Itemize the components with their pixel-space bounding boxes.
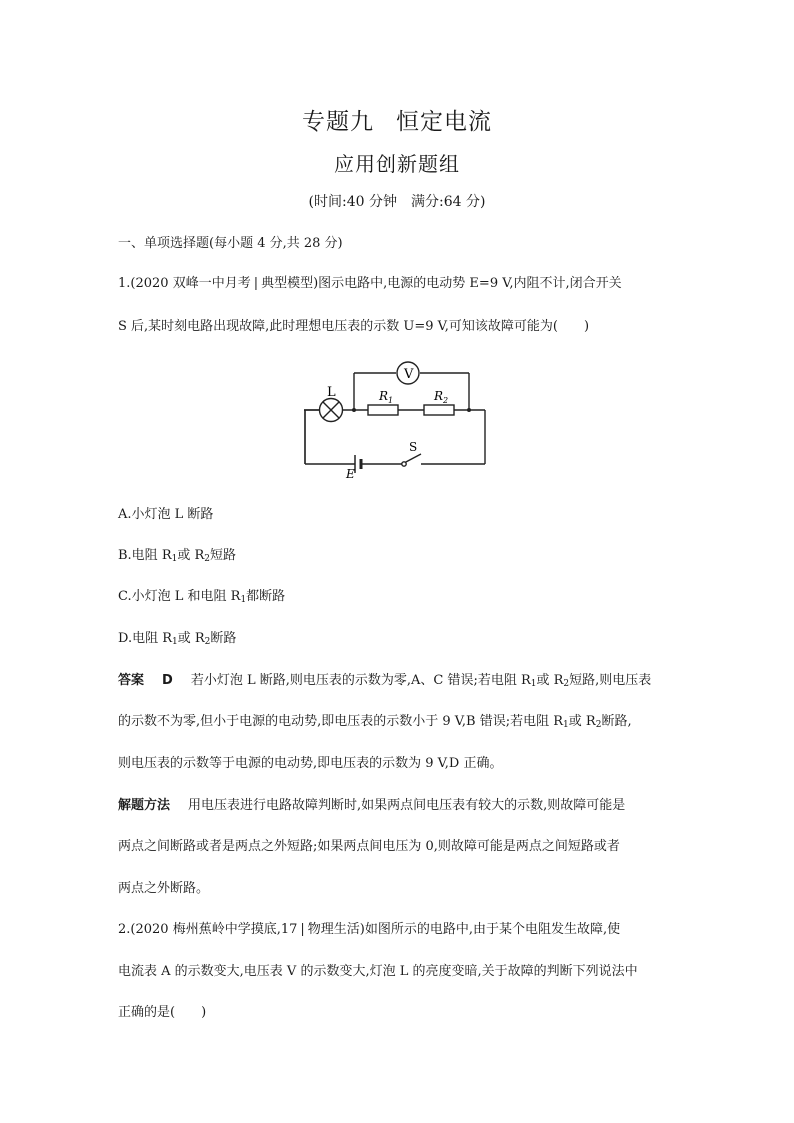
time-info	[0, 191, 794, 211]
r1-subscript: 1	[388, 396, 394, 405]
subscript: 1	[240, 595, 247, 605]
subscript: 2	[204, 637, 211, 647]
q1-source: 1.(2020 双峰一中月考	[118, 276, 251, 291]
option-d-text: 断路	[210, 631, 237, 646]
option-c-text: 都断路	[246, 589, 286, 604]
q1-answer-line2	[118, 712, 678, 732]
switch-label: S	[409, 440, 418, 454]
answer-label: 答案	[118, 673, 145, 688]
full-score: 满分:64 分)	[411, 194, 486, 210]
voltmeter-label: V	[404, 367, 414, 382]
r2-label	[433, 389, 448, 405]
junction-left	[352, 408, 356, 412]
q1-option-d	[118, 629, 678, 649]
r2-letter: R	[434, 389, 444, 403]
junction-right	[467, 408, 471, 412]
method-label: 解题方法	[118, 798, 171, 813]
option-b-text: 或 R	[177, 548, 205, 563]
q2-stem-text: 物理生活)如图所示的电路中,由于某个电阻发生故障,使	[307, 922, 621, 937]
answer-text: 若小灯泡 L 断路,则电压表的示数为零,A、C 错误;若电阻 R	[190, 673, 531, 688]
subscript: 1	[171, 554, 178, 564]
answer-text: 或 R	[568, 714, 596, 729]
page-subtitle: 应用创新题组	[334, 152, 460, 176]
circuit-diagram	[300, 358, 500, 483]
r1-letter: R	[379, 389, 389, 403]
answer-text: 短路,则电压表	[569, 673, 652, 688]
method-text: 用电压表进行电路故障判断时,如果两点间电压表有较大的示数,则故障可能是	[188, 798, 626, 813]
subscript: 2	[204, 554, 210, 564]
answer-choice: D	[162, 673, 173, 688]
subscript: 1	[172, 637, 178, 647]
lamp-label: L	[327, 385, 336, 400]
q2-source: 2.(2020 梅州蕉岭中学摸底,17	[118, 922, 298, 937]
r2-subscript: 2	[443, 396, 449, 405]
subscript: 2	[563, 679, 570, 689]
method-line3: 两点之外断路。	[118, 881, 210, 896]
answer-text: 的示数不为零,但小于电源的电动势,即电压表的示数小于 9 V,B 错误;若电阻 R	[118, 714, 564, 729]
section-heading: 一、单项选择题(每小题 4 分,共 28 分)	[118, 236, 343, 251]
method-line2: 两点之间断路或者是两点之外短路;如果两点间电压为 0,则故障可能是两点之间短路或者	[118, 839, 620, 854]
q2-stem-line3: 正确的是( )	[118, 1005, 207, 1020]
subscript: 2	[595, 720, 602, 730]
q1-option-b	[118, 546, 678, 566]
option-b-text: B.电阻 R	[118, 548, 172, 563]
answer-text: 或 R	[536, 673, 564, 688]
time-limit: (时间:40 分钟	[308, 194, 397, 210]
title-subject: 恒定电流	[396, 109, 492, 135]
title-topic: 专题九	[302, 109, 374, 135]
r1-label	[378, 389, 393, 405]
switch-blade	[404, 454, 421, 463]
subscript: 1	[530, 679, 537, 689]
method-line1	[118, 796, 678, 816]
resistor-r1	[368, 405, 398, 415]
q2-stem-line2: 电流表 A 的示数变大,电压表 V 的示数变大,灯泡 L 的亮度变暗,关于故障的判断下列说法中	[118, 964, 638, 979]
q1-option-c	[118, 587, 678, 607]
option-b-text: 短路	[210, 548, 237, 563]
q1-answer-line3: 则电压表的示数等于电源的电动势,即电压表的示数为 9 V,D 正确。	[118, 756, 503, 771]
separator: |	[253, 276, 259, 291]
subscript: 1	[563, 720, 569, 730]
switch-contact	[402, 462, 406, 466]
resistor-r2	[424, 405, 454, 415]
q1-stem-line1	[118, 274, 678, 294]
q1-stem-line2: S 后,某时刻电路出现故障,此时理想电压表的示数 U=9 V,可知该故障可能为( )	[118, 319, 590, 334]
separator: |	[300, 922, 305, 937]
option-c-text: C.小灯泡 L 和电阻 R	[118, 589, 241, 604]
source-label: E	[346, 467, 355, 481]
option-d-text: D.电阻 R	[118, 631, 173, 646]
answer-text: 断路,	[601, 714, 632, 729]
page-title	[0, 103, 794, 136]
option-d-text: 或 R	[177, 631, 205, 646]
q1-stem-text: 典型模型)图示电路中,电源的电动势 E=9 V,内阻不计,闭合开关	[261, 276, 622, 291]
q2-stem-line1	[118, 920, 678, 940]
q1-option-a: A.小灯泡 L 断路	[118, 507, 214, 522]
q1-answer-line1	[118, 671, 678, 691]
